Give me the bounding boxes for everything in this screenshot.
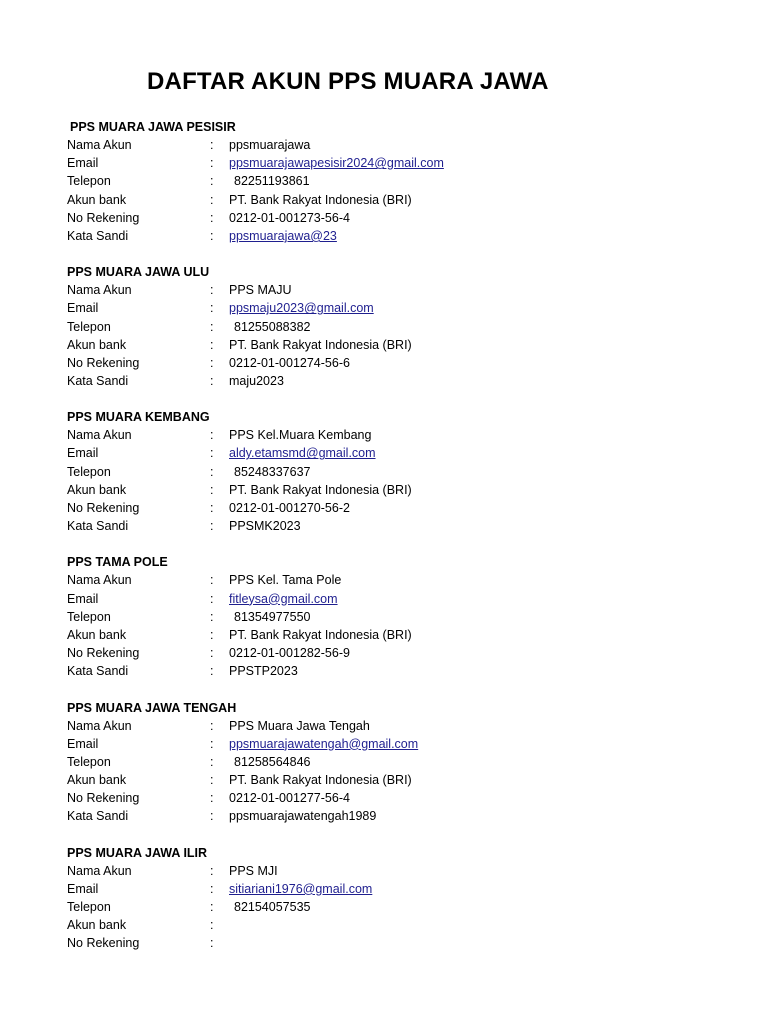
field-label: Telepon: [67, 319, 111, 334]
field-label: Akun bank: [67, 482, 127, 497]
field-row: [67, 372, 707, 390]
field-row: [67, 717, 707, 735]
field-row: [67, 626, 707, 644]
field-value: 82154057535: [234, 900, 311, 914]
field-separator: :: [210, 283, 214, 298]
field-row: [67, 735, 707, 753]
field-value: 0212-01-001274-56-6: [229, 355, 350, 370]
field-value: [229, 916, 707, 934]
field-label: No Rekening: [67, 791, 140, 806]
field-separator: :: [210, 646, 214, 661]
field-value-link[interactable]: fitleysa@gmail.com: [229, 591, 338, 606]
field-value: maju2023: [229, 374, 284, 389]
section-heading: PPS TAMA POLE: [67, 555, 168, 570]
field-value: ppsmuarajawatengah1989: [229, 809, 377, 824]
field-row: [67, 354, 707, 372]
field-value: 85248337637: [234, 464, 311, 479]
field-row: [67, 807, 707, 825]
field-value: PT. Bank Rakyat Indonesia (BRI): [229, 773, 412, 788]
field-separator: :: [210, 627, 214, 642]
field-value: 0212-01-001277-56-4: [229, 791, 350, 806]
field-row: [67, 191, 707, 209]
field-label: Akun bank: [67, 773, 127, 788]
field-label: Kata Sandi: [67, 374, 129, 389]
field-separator: :: [210, 736, 214, 751]
field-row: [67, 571, 707, 589]
field-label: No Rekening: [67, 210, 140, 225]
field-value-link[interactable]: sitiariani1976@gmail.com: [229, 881, 373, 896]
section-heading: PPS MUARA JAWA ILIR: [67, 845, 208, 860]
field-label: Telepon: [67, 464, 111, 479]
field-separator: :: [210, 192, 214, 207]
section-heading: PPS MUARA JAWA ULU: [67, 265, 210, 280]
page-title: DAFTAR AKUN PPS MUARA JAWA: [147, 68, 549, 95]
account-section: [67, 263, 707, 390]
field-label: Kata Sandi: [67, 519, 129, 534]
field-value: PPS Kel. Tama Pole: [229, 573, 342, 588]
field-row: [67, 336, 707, 354]
field-row: [67, 209, 707, 227]
field-row: [67, 898, 707, 916]
field-separator: :: [210, 337, 214, 352]
field-value: PT. Bank Rakyat Indonesia (BRI): [229, 482, 412, 497]
field-row: [67, 608, 707, 626]
field-row: [67, 753, 707, 771]
field-row: [67, 662, 707, 680]
field-row: [67, 499, 707, 517]
field-label: Kata Sandi: [67, 664, 129, 679]
field-separator: :: [210, 301, 214, 316]
field-separator: :: [210, 482, 214, 497]
field-label: Email: [67, 156, 99, 171]
section-heading: PPS MUARA JAWA PESISIR: [70, 120, 236, 134]
field-row: [67, 136, 707, 154]
field-row: [67, 789, 707, 807]
field-value: PPSTP2023: [229, 664, 298, 679]
account-section: [67, 699, 707, 826]
field-row: [67, 916, 707, 934]
field-label: Akun bank: [67, 918, 127, 933]
field-separator: :: [210, 355, 214, 370]
field-row: [67, 644, 707, 662]
field-label: No Rekening: [67, 501, 140, 515]
field-value: 0212-01-001270-56-2: [229, 501, 350, 515]
account-section: [67, 844, 707, 953]
field-separator: :: [210, 174, 214, 189]
field-value: PPS MJI: [229, 863, 278, 878]
section-heading: PPS MUARA KEMBANG: [67, 410, 210, 425]
field-value: PPS Kel.Muara Kembang: [229, 428, 372, 443]
field-row: [67, 862, 707, 880]
field-separator: :: [210, 881, 214, 896]
field-label: Email: [67, 881, 99, 896]
field-row: [67, 172, 707, 190]
field-separator: :: [210, 809, 214, 824]
field-value: PPS Muara Jawa Tengah: [229, 718, 370, 733]
field-label: Nama Akun: [67, 283, 132, 298]
account-section: [67, 118, 707, 245]
field-value: 0212-01-001282-56-9: [229, 646, 350, 661]
field-separator: :: [210, 918, 214, 933]
field-value: PT. Bank Rakyat Indonesia (BRI): [229, 627, 412, 642]
account-section: [67, 553, 707, 680]
field-separator: :: [210, 374, 214, 389]
field-row: [67, 517, 707, 535]
field-value: PPS MAJU: [229, 283, 292, 298]
field-label: Nama Akun: [67, 428, 132, 443]
field-row: [67, 154, 707, 172]
field-separator: :: [210, 609, 214, 624]
field-separator: :: [210, 446, 214, 461]
field-value: [229, 934, 707, 952]
field-value: 81354977550: [234, 609, 311, 624]
field-row: [67, 444, 707, 462]
field-label: Telepon: [67, 174, 111, 189]
field-value: 0212-01-001273-56-4: [229, 210, 350, 225]
field-separator: :: [210, 591, 214, 606]
field-row: [67, 426, 707, 444]
field-value: 82251193861: [234, 174, 310, 189]
field-row: [67, 481, 707, 499]
field-value-link[interactable]: ppsmuarajawapesisir2024@gmail.com: [229, 156, 444, 171]
field-label: Email: [67, 301, 99, 316]
field-separator: :: [210, 936, 214, 951]
field-separator: :: [210, 428, 214, 443]
field-separator: :: [210, 464, 214, 479]
field-row: [67, 281, 707, 299]
section-heading: PPS MUARA JAWA TENGAH: [67, 700, 237, 715]
field-label: Telepon: [67, 754, 111, 769]
field-label: Nama Akun: [67, 718, 132, 733]
field-value-link[interactable]: ppsmaju2023@gmail.com: [229, 301, 374, 316]
field-label: Kata Sandi: [67, 809, 129, 824]
field-value: PPSMK2023: [229, 519, 301, 534]
field-separator: :: [210, 573, 214, 588]
field-separator: :: [210, 791, 214, 806]
field-separator: :: [210, 156, 214, 171]
field-separator: :: [210, 138, 214, 152]
field-label: Email: [67, 736, 99, 751]
field-label: Nama Akun: [67, 573, 132, 588]
field-value-link[interactable]: aldy.etamsmd@gmail.com: [229, 446, 376, 461]
field-label: Akun bank: [67, 627, 127, 642]
field-separator: :: [210, 319, 214, 334]
field-label: Akun bank: [67, 192, 127, 207]
field-label: Nama Akun: [67, 138, 132, 152]
field-separator: :: [210, 718, 214, 733]
field-label: Akun bank: [67, 337, 127, 352]
field-separator: :: [210, 900, 214, 914]
field-separator: :: [210, 519, 214, 534]
field-label: No Rekening: [67, 936, 140, 951]
field-label: No Rekening: [67, 355, 140, 370]
field-value: PT. Bank Rakyat Indonesia (BRI): [229, 192, 412, 207]
field-row: [67, 934, 707, 952]
field-row: [67, 880, 707, 898]
field-label: Email: [67, 591, 99, 606]
field-separator: :: [210, 863, 214, 878]
field-label: Kata Sandi: [67, 228, 129, 243]
field-label: Telepon: [67, 609, 111, 624]
field-label: No Rekening: [67, 646, 140, 661]
account-sections: [67, 118, 707, 971]
field-row: [67, 590, 707, 608]
field-separator: :: [210, 773, 214, 788]
field-row: [67, 463, 707, 481]
field-value: ppsmuarajawa: [229, 138, 311, 152]
field-separator: :: [210, 210, 214, 225]
field-row: [67, 771, 707, 789]
field-separator: :: [210, 754, 214, 769]
account-section: [67, 408, 707, 535]
field-row: [67, 318, 707, 336]
field-value: PT. Bank Rakyat Indonesia (BRI): [229, 337, 412, 352]
field-value: 81258564846: [234, 754, 311, 769]
field-value: 81255088382: [234, 319, 311, 334]
field-separator: :: [210, 228, 214, 243]
field-label: Nama Akun: [67, 863, 132, 878]
field-row: [67, 299, 707, 317]
field-label: Telepon: [67, 900, 111, 914]
field-value-link[interactable]: ppsmuarajawa@23: [229, 228, 337, 243]
field-separator: :: [210, 664, 214, 679]
field-separator: :: [210, 501, 214, 515]
field-value-link[interactable]: ppsmuarajawatengah@gmail.com: [229, 736, 419, 751]
field-row: [67, 227, 707, 245]
field-label: Email: [67, 446, 99, 461]
